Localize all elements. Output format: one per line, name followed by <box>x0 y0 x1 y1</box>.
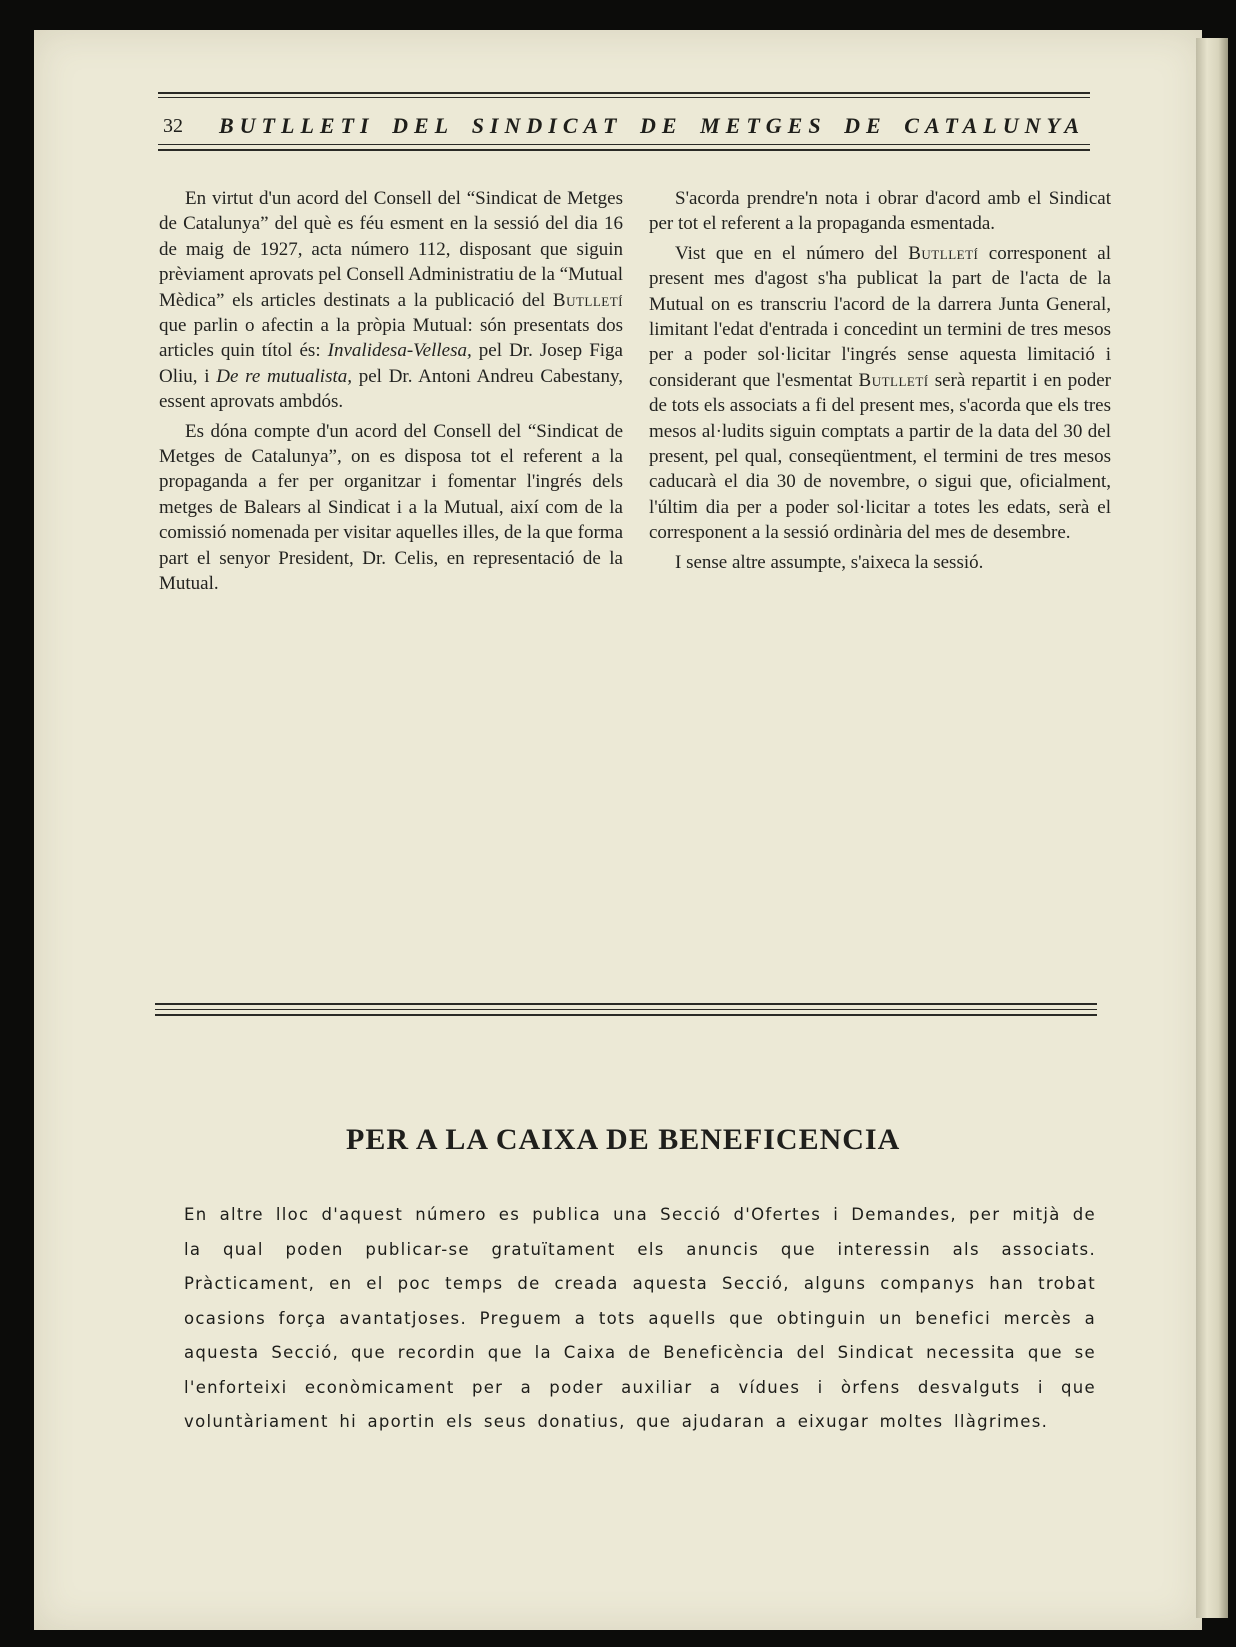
section-rule-bottom <box>155 1014 1097 1016</box>
journal-title-word: BUTLLETI <box>219 113 375 138</box>
journal-title-word: CATALUNYA <box>904 113 1085 138</box>
butlleti-smallcaps: Butlletí <box>552 289 623 311</box>
text-run: pel Dr. Josep Figa Oliu, i <box>159 340 623 387</box>
left-paragraph-1 <box>159 186 623 415</box>
text-run: serà repartit i en poder de tots els associats a fi del present mes, s'acorda que els tres mesos al·ludits siguin comptats a partir de la data del 30 del present, pel qual, conseqüentment, el termini de tres mesos caducarà el dia 30 de novembre, o sigui que, oficialment, l'últim dia per a poder sol·licitar a totes les edats, serà el corresponent a la sessió ordinària del mes de desembre. <box>649 369 1111 544</box>
header-rule-bottom-thin <box>158 144 1090 145</box>
article-title: Invalidesa-Vellesa, <box>327 340 472 362</box>
article-title: De re mutualista, <box>216 365 353 387</box>
text-run: Vist que en el número del <box>675 242 909 264</box>
butlleti-smallcaps: Butlletí <box>858 369 929 391</box>
right-paragraph-2 <box>649 241 1111 546</box>
left-column <box>159 186 623 601</box>
journal-title-word: DE <box>844 113 887 138</box>
butlleti-smallcaps: Butlletí <box>908 242 979 264</box>
right-paragraph-3: I sense altre assumpte, s'aixeca la sessió. <box>675 551 984 573</box>
journal-title-word: DEL <box>392 113 455 138</box>
section-body <box>184 1198 1096 1440</box>
journal-title-word: METGES <box>700 113 827 138</box>
right-paragraph-1: S'acorda prendre'n nota i obrar d'acord amb el Sindicat per tot el referent a la propaganda esmentada. <box>649 188 1111 235</box>
section-title: PER A LA CAIXA DE BENEFICENCIA <box>346 1123 901 1156</box>
section-rule-mid <box>155 1009 1097 1010</box>
running-head <box>163 111 1085 141</box>
text-run: corresponent al present mes d'agost s'ha publicat la part de l'acta de la Mutual on es transcriu l'acord de la darrera Junta General, limitant l'edat d'entrada i concedint un termini de tres mesos per a poder sol·licitar l'ingrés sense aquesta limitació i considerant que l'esmentat <box>649 242 1111 391</box>
section-rule-top <box>155 1003 1097 1005</box>
page-edge <box>1196 38 1228 1618</box>
text-run: En virtut d'un acord del Consell del “Sindicat de Metges de Catalunya” del què es féu esment en la sessió del dia 16 de maig de 1927, acta número 112, disposant que siguin prèviament aprovats pel Consell Administratiu de la “Mutual Mèdica” els articles destinats a la publicació del <box>159 188 623 311</box>
journal-title <box>219 111 1085 141</box>
right-column <box>649 186 1111 579</box>
header-rule-top-thin <box>158 97 1090 98</box>
text-run: que parlin o afectin a la pròpia Mutual: són presentats dos articles quin títol és: <box>159 315 623 362</box>
page-number: 32 <box>163 115 183 137</box>
journal-title-word: SINDICAT <box>471 113 623 138</box>
journal-title-word: DE <box>639 113 683 138</box>
header-rule-top <box>158 92 1090 94</box>
left-paragraph-2: Es dóna compte d'un acord del Consell del “Sindicat de Metges de Catalunya”, on es disposa tot el referent a la propaganda a fer per organitzar i fomentar l'ingrés dels metges de Balears al Sindicat i a la Mutual, així com de la comissió nomenada per visitar aquelles illes, de la que forma part el senyor President, Dr. Celis, en representació de la Mutual. <box>159 420 623 595</box>
text-run: pel Dr. Antoni Andreu Cabestany, essent aprovats ambdós. <box>159 365 623 413</box>
header-rule-bottom <box>158 149 1090 151</box>
section-paragraph: En altre lloc d'aquest número es publica una Secció d'Ofertes i Demandes, per mitjà de la qual poden publicar-se gratuïtament els anuncis que interessin als associats. Pràcticament, en el poc temps de creada aquesta Secció, alguns companys han trobat ocasions força avantatjoses. Preguem a tots aquells que obtinguin un benefici mercès a aquesta Secció, que recordin que la Caixa de Beneficència del Sindicat necessita que se l'enforteixi econòmicament per a poder auxiliar a vídues i òrfens desvalguts i que voluntàriament hi aportin els seus donatius, que ajudaran a eixugar moltes llàgrimes. <box>184 1205 1096 1431</box>
